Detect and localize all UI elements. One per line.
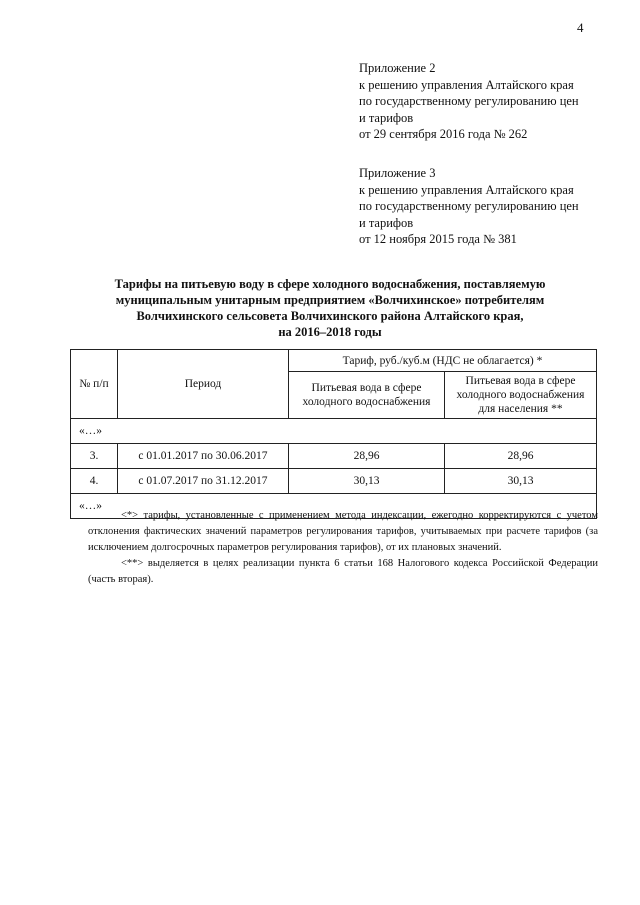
appendix-line: к решению управления Алтайского края <box>359 77 574 92</box>
cell-cold: 30,13 <box>289 469 445 494</box>
cell-period: с 01.01.2017 по 30.06.2017 <box>118 444 289 469</box>
appendix-line: от 12 ноября 2015 года № 381 <box>359 232 517 246</box>
cell-population: 30,13 <box>445 469 597 494</box>
header-period: Период <box>118 350 289 419</box>
table-row-ellipsis <box>71 419 597 444</box>
footnotes <box>88 508 598 588</box>
table-row <box>71 444 597 469</box>
appendix-line: к решению управления Алтайского края <box>359 182 574 197</box>
appendix-2-header <box>359 60 609 143</box>
tariff-table <box>70 349 597 519</box>
cell-population: 28,96 <box>445 444 597 469</box>
ellipsis-cell: «…» <box>71 419 597 444</box>
header-cold-water: Питьевая вода в сфере холодного водоснабжения <box>289 372 445 419</box>
appendix-line: по государственному регулированию цен <box>359 199 579 213</box>
document-title <box>80 276 580 340</box>
header-num: № п/п <box>71 350 118 419</box>
cell-num: 3. <box>71 444 118 469</box>
title-line: Волчихинского сельсовета Волчихинского района Алтайского края, <box>136 309 524 323</box>
header-population-water: Питьевая вода в сфере холодного водоснабжения для населения ** <box>445 372 597 419</box>
table-row <box>71 469 597 494</box>
appendix-line: и тарифов <box>359 215 414 230</box>
header-tariff: Тариф, руб./куб.м (НДС не облагается) * <box>289 350 597 372</box>
table-header-row <box>71 350 597 372</box>
cell-num: 4. <box>71 469 118 494</box>
appendix-line: и тарифов <box>359 110 414 125</box>
cell-cold: 28,96 <box>289 444 445 469</box>
title-line: на 2016–2018 годы <box>278 325 382 339</box>
appendix-3-header <box>359 165 609 248</box>
appendix-line: Приложение 3 <box>359 166 436 180</box>
appendix-line: по государственному регулированию цен <box>359 94 579 108</box>
cell-period: с 01.07.2017 по 31.12.2017 <box>118 469 289 494</box>
footnote-2: <**> выделяется в целях реализации пункта 6 статьи 168 Налогового кодекса Российской Федерации (часть вторая). <box>88 558 598 585</box>
title-line: Тарифы на питьевую воду в сфере холодного водоснабжения, поставляемую <box>114 277 546 291</box>
appendix-line: от 29 сентября 2016 года № 262 <box>359 127 528 141</box>
footnote-1: <*> тарифы, установленные с применением метода индексации, ежегодно корректируются с учетом отклонения фактических значений параметров регулирования тарифов, учитываемых при расчете тарифов (за исключением долгосрочных параметров регулирования тарифов), от их плановых значений. <box>88 510 598 553</box>
appendix-line: Приложение 2 <box>359 61 436 75</box>
title-line: муниципальным унитарным предприятием «Волчихинское» потребителям <box>115 293 545 307</box>
ellipsis-cell: «…» <box>71 494 597 519</box>
page-number: 4 <box>577 20 584 35</box>
